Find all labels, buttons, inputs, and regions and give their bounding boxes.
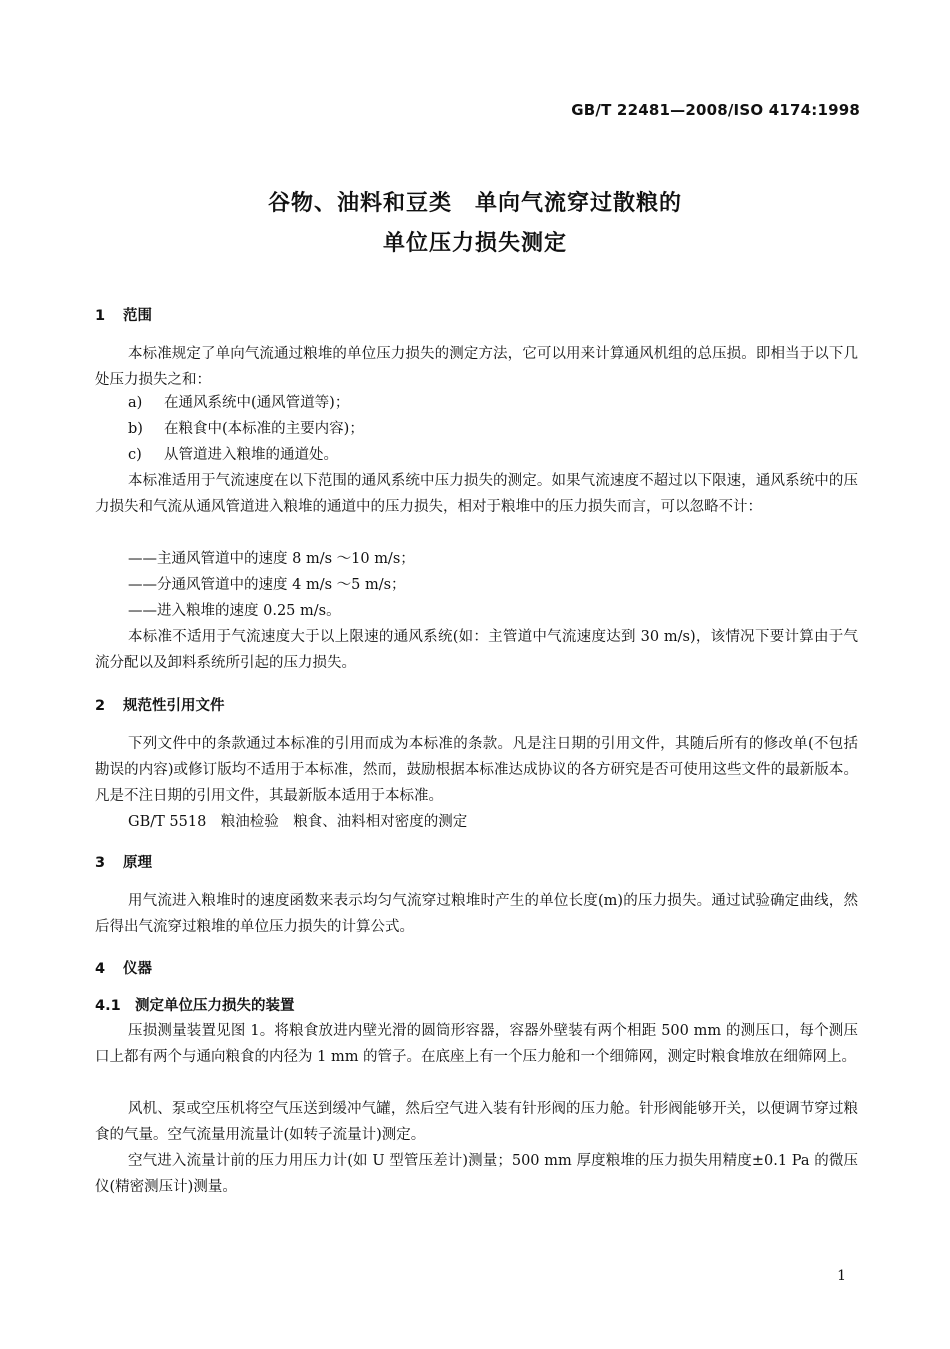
subsection-4-1-paragraph-1: 压损测量装置见图 1。将粮食放进内壁光滑的圆筒形容器，容器外壁装有两个相距 500 mm 的测压口，每个测压口上都有两个与通向粮食的内径为 1 mm 的管子。在底座上有一个压力舱和一个细筛网，测定时粮食堆放在细筛网上。 — [95, 1023, 858, 1065]
list-text: 从管道进入粮堆的通道处。 — [164, 447, 338, 463]
section-number: 1 — [95, 308, 106, 324]
subsection-title: 测定单位压力损失的装置 — [135, 998, 295, 1014]
section-title: 规范性引用文件 — [123, 698, 225, 714]
section-3-heading — [95, 851, 152, 872]
section-3-paragraph-1: 用气流进入粮堆时的速度函数来表示均匀气流穿过粮堆时产生的单位长度(m)的压力损失。通过试验确定曲线，然后得出气流穿过粮堆的单位压力损失的计算公式。 — [95, 893, 858, 935]
page-number: 1 — [837, 1268, 846, 1284]
section-title: 范围 — [123, 308, 152, 324]
section-number: 2 — [95, 698, 106, 714]
section-1-paragraph-3: 本标准不适用于气流速度大于以上限速的通风系统(如：主管道中气流速度达到 30 m/s)，该情况下要计算由于气流分配以及卸料系统所引起的压力损失。 — [95, 629, 858, 671]
dash-item-1: ——主通风管道中的速度 8 m/s ～10 m/s； — [128, 551, 415, 567]
document-title-line-1: 谷物、油料和豆类 单向气流穿过散粮的 — [267, 191, 682, 216]
dash-item-2: ——分通风管道中的速度 4 m/s ～5 m/s； — [128, 577, 406, 593]
section-title: 仪器 — [123, 961, 152, 977]
list-item-b — [128, 416, 364, 442]
normative-reference: GB/T 5518 粮油检验 粮食、油料相对密度的测定 — [128, 814, 468, 830]
section-4-heading — [95, 957, 152, 978]
list-item-c — [128, 442, 338, 468]
list-text: 在粮食中(本标准的主要内容)； — [164, 421, 364, 437]
list-label: c) — [128, 447, 142, 463]
list-item-a — [128, 390, 349, 416]
section-number: 3 — [95, 855, 106, 871]
list-label: b) — [128, 421, 143, 437]
subsection-4-1-paragraph-2: 风机、泵或空压机将空气压送到缓冲气罐，然后空气进入装有针形阀的压力舱。针形阀能够开关，以便调节穿过粮食的气量。空气流量用流量计(如转子流量计)测定。 — [95, 1101, 858, 1143]
list-text: 在通风系统中(通风管道等)； — [164, 395, 350, 411]
subsection-4-1-paragraph-3: 空气进入流量计前的压力用压力计(如 U 型管压差计)测量；500 mm 厚度粮堆的压力损失用精度±0.1 Pa 的微压仪(精密测压计)测量。 — [95, 1153, 858, 1195]
standard-number: GB/T 22481—2008/ISO 4174:1998 — [571, 101, 860, 119]
section-1-heading — [95, 304, 152, 325]
document-title-line-2: 单位压力损失测定 — [382, 231, 567, 256]
section-1-paragraph-1: 本标准规定了单向气流通过粮堆的单位压力损失的测定方法，它可以用来计算通风机组的总压损。即相当于以下几处压力损失之和： — [95, 346, 858, 388]
subsection-4-1-heading — [95, 994, 295, 1015]
section-2-paragraph-1: 下列文件中的条款通过本标准的引用而成为本标准的条款。凡是注日期的引用文件，其随后所有的修改单(不包括勘误的内容)或修订版均不适用于本标准，然而，鼓励根据本标准达成协议的各方研究是否可使用这些文件的最新版本。凡是不注日期的引用文件，其最新版本适用于本标准。 — [95, 736, 858, 804]
dash-item-3: ——进入粮堆的速度 0.25 m/s。 — [128, 603, 341, 619]
section-2-heading — [95, 694, 225, 715]
section-number: 4 — [95, 961, 106, 977]
list-label: a) — [128, 395, 143, 411]
section-title: 原理 — [123, 855, 152, 871]
section-1-paragraph-2: 本标准适用于气流速度在以下范围的通风系统中压力损失的测定。如果气流速度不超过以下限速，通风系统中的压力损失和气流从通风管道进入粮堆的通道中的压力损失，相对于粮堆中的压力损失而言，可以忽略不计： — [95, 473, 858, 515]
subsection-number: 4.1 — [95, 998, 121, 1014]
